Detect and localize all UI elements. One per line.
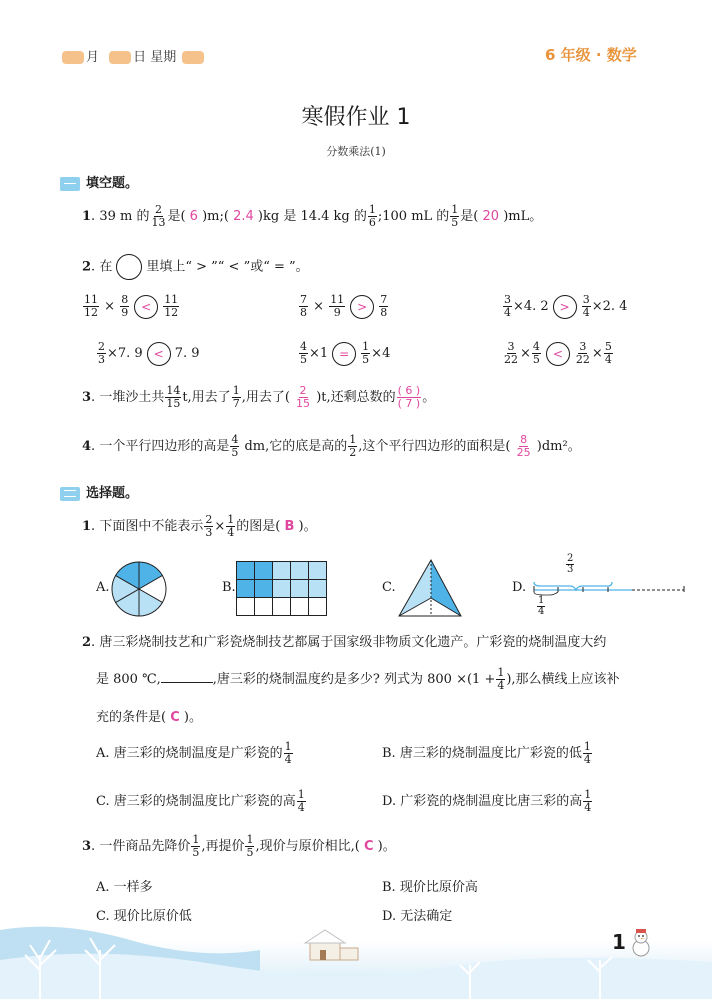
page-subtitle: 分数乘法(1) [326, 145, 386, 158]
figure-c-triangle [397, 558, 463, 618]
answer-blank[interactable]: 2.4 [233, 209, 254, 224]
compare-item: $\frac{3}{22}$ × $\frac{4}{5}$ < $\frac{3}{22}$ × $\frac{5}{4}$ [504, 340, 612, 366]
page-number: 1 [612, 930, 626, 954]
compare-item: $\frac{3}{4}$ ×4. 2 > $\frac{3}{4}$ ×2. 4 [504, 293, 628, 319]
question-2-2-line1: 2. 唐三彩烧制技艺和广彩瓷烧制技艺都属于国家级非物质文化遗产。广彩瓷的烧制温度大约 [82, 635, 607, 650]
empty-circle-icon [116, 254, 142, 280]
compare-answer-circle[interactable]: < [134, 295, 158, 319]
figure-d-line [528, 576, 688, 596]
compare-answer-circle[interactable]: < [546, 342, 570, 366]
question-1-1: 1. 39 m 的 $\frac{2}{13}$ 是( 6 )m;( 2.4 )kg 是 14.4 kg 的 $\frac{1}{6}$ ;100 mL 的 $\frac{1}{5}$ 是( 20 )mL。 [82, 203, 543, 229]
question-1-3: 3. 一堆沙土共 $\frac{14}{15}$ t,用去了 $\frac{1}{7}$ ,用去了( $\frac{2}{15}$ )t,还剩总数的 $\frac{( 6 )}{( 7 )}$ 。 [82, 384, 436, 410]
compare-answer-circle[interactable]: < [147, 342, 171, 366]
answer-blank[interactable]: 6 [189, 209, 198, 224]
answer-fraction[interactable]: $\frac{2}{15}$ [296, 384, 311, 410]
question-1-2: 2. 在 里填上“ > ”“ < ”或“ = ”。 [82, 254, 309, 280]
choice-b: B. 现价比原价高 [382, 880, 478, 895]
answer-choice[interactable]: C [363, 839, 374, 854]
question-2-3: 3. 一件商品先降价 $\frac{1}{5}$ ,再提价 $\frac{1}{5}$ ,现价与原价相比,( C )。 [82, 833, 396, 859]
compare-answer-circle[interactable]: > [350, 295, 374, 319]
section-two-icon [60, 487, 80, 501]
option-a-label: A. [96, 580, 110, 595]
option-d-label: D. [512, 580, 527, 595]
date-blank-day [109, 51, 131, 64]
section-multiple-choice: 选择题。 [60, 482, 138, 501]
answer-blank[interactable]: 20 [482, 209, 500, 224]
question-2-1: 1. 下面图中不能表示 $\frac{2}{3}$ × $\frac{1}{4}$ 的图是( B )。 [82, 513, 317, 539]
answer-fraction[interactable]: $\frac{( 6 )}{( 7 )}$ [397, 384, 421, 410]
choice-c: C. 唐三彩的烧制温度比广彩瓷的高 $\frac{1}{4}$ [96, 788, 305, 814]
figure-d-bottom-fraction: $\frac{1}{4}$ [538, 595, 545, 617]
compare-item: $\frac{7}{8}$ × $\frac{11}{9}$ > $\frac{7}{8}$ [300, 293, 388, 319]
choice-a: A. 一样多 [96, 880, 153, 895]
fill-line [161, 682, 213, 683]
compare-item: $\frac{4}{5}$ ×1 = $\frac{1}{5}$ ×4 [300, 340, 391, 366]
choice-d: D. 广彩瓷的烧制温度比唐三彩的高 $\frac{1}{4}$ [382, 788, 592, 814]
figure-d-top-fraction: $\frac{2}{3}$ [567, 553, 574, 575]
section-fill-blanks: 填空题。 [60, 172, 138, 191]
choice-a: A. 唐三彩的烧制温度是广彩瓷的 $\frac{1}{4}$ [96, 740, 292, 766]
option-b-label: B. [222, 580, 236, 595]
question-2-2-line3: 充的条件是( C )。 [96, 710, 202, 725]
page-title: 寒假作业 1 [301, 105, 411, 130]
answer-fraction[interactable]: $\frac{8}{25}$ [516, 433, 531, 459]
compare-answer-circle[interactable]: > [553, 295, 577, 319]
date-blank-month [62, 51, 84, 64]
date-header: 月 日 星期 [60, 46, 206, 65]
figure-b-grid [236, 561, 328, 617]
answer-choice[interactable]: B [284, 519, 295, 534]
answer-choice[interactable]: C [170, 710, 180, 725]
choice-c: C. 现价比原价低 [96, 909, 192, 924]
choice-d: D. 无法确定 [382, 909, 453, 924]
question-2-2-line2: 是 800 ℃, ,唐三彩的烧制温度约是多少? 列式为 800 ×(1 + $\frac{1}{4}$ ),那么横线上应该补 [96, 666, 620, 692]
compare-item: $\frac{11}{12}$ × $\frac{8}{9}$ < $\frac{11}{12}$ [84, 293, 179, 319]
date-blank-week [182, 51, 204, 64]
compare-answer-circle[interactable]: = [332, 342, 356, 366]
question-1-4: 4. 一个平行四边形的高是 $\frac{4}{5}$ dm,它的底是高的 $\frac{1}{2}$ ,这个平行四边形的面积是( $\frac{8}{25}$ )dm²。 [82, 433, 581, 459]
grade-subject: 6 年级 · 数学 [545, 46, 637, 64]
option-c-label: C. [382, 580, 396, 595]
snowman-icon [628, 928, 654, 958]
section-one-icon [60, 177, 80, 191]
choice-b: B. 唐三彩的烧制温度比广彩瓷的低 $\frac{1}{4}$ [382, 740, 591, 766]
winter-scene-footer [0, 910, 712, 999]
compare-item: $\frac{2}{3}$ ×7. 9 < 7. 9 [98, 340, 200, 366]
figure-a-pie [110, 560, 168, 618]
